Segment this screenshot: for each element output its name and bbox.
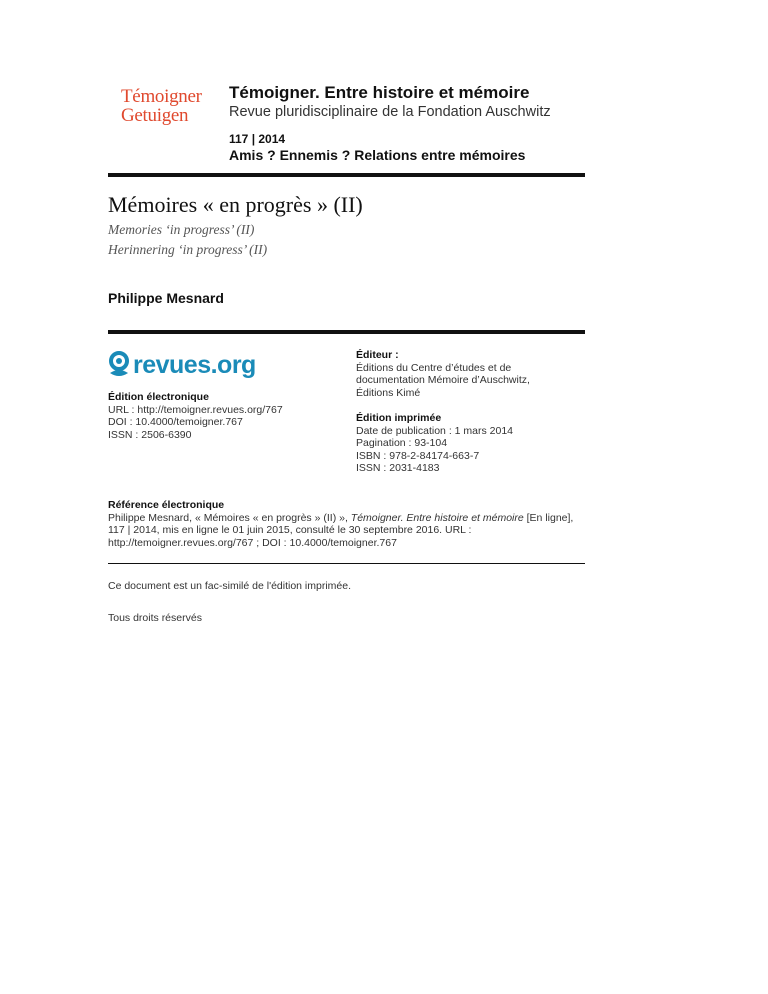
reference-text — [108, 512, 578, 550]
article-title-nl: Herinnering ‘in progress’ (II) — [108, 242, 268, 257]
publisher-line: Éditions du Centre d’études et de — [356, 361, 512, 374]
electronic-edition-label: Édition électronique — [108, 391, 209, 403]
publisher-line: Éditions Kimé — [356, 386, 421, 399]
journal-title: Témoigner. Entre histoire et mémoire — [229, 83, 530, 102]
journal-logo — [121, 87, 211, 125]
issue-number: 117 | 2014 — [229, 132, 286, 146]
journal-subtitle: Revue pluridisciplinaire de la Fondation Auschwitz — [229, 104, 551, 120]
publisher-line: documentation Mémoire d’Auschwitz, — [356, 374, 530, 386]
electronic-edition-block — [108, 391, 338, 441]
article-title-en: Memories ‘in progress’ (II) — [108, 222, 255, 237]
divider-bottom — [108, 563, 585, 564]
print-edition-label: Édition imprimée — [356, 412, 442, 424]
electronic-reference — [108, 499, 578, 549]
logo-line1: Témoigner — [121, 86, 202, 107]
reference-journal: Témoigner. Entre histoire et mémoire — [350, 511, 524, 524]
revues-wordmark: revues.org — [133, 350, 256, 379]
reference-label: Référence électronique — [108, 499, 225, 511]
print-issn: ISSN : 2031-4183 — [356, 462, 440, 474]
journal-header — [229, 82, 589, 164]
reference-part1: Philippe Mesnard, « Mémoires « en progrès » (II) », — [108, 511, 351, 524]
revues-flower-icon — [108, 351, 130, 379]
article-author: Philippe Mesnard — [108, 290, 224, 306]
publisher-label: Éditeur : — [356, 349, 399, 361]
electronic-edition-issn: ISSN : 2506-6390 — [108, 428, 192, 441]
publisher-block — [356, 349, 586, 399]
facsimile-note: Ce document est un fac-similé de l'édition imprimée. — [108, 580, 352, 592]
reference-part2: [En ligne], 117 | 2014, mis en ligne le 01 juin 2015, consulté le 30 septembre 2016. URL : http://temoigner.revues.org/767 ; DOI : 10.4000/temoigner.767 — [108, 511, 574, 549]
electronic-edition-url[interactable]: URL : http://temoigner.revues.org/767 — [108, 403, 283, 416]
article-title: Mémoires « en progrès » (II) — [108, 192, 363, 217]
isbn: ISBN : 978-2-84174-663-7 — [356, 449, 480, 462]
rights-note: Tous droits réservés — [108, 612, 202, 624]
electronic-edition-doi[interactable]: DOI : 10.4000/temoigner.767 — [108, 416, 243, 428]
divider-middle — [108, 330, 585, 334]
pagination: Pagination : 93-104 — [356, 437, 448, 449]
divider-top — [108, 173, 585, 177]
publication-date: Date de publication : 1 mars 2014 — [356, 424, 514, 437]
print-edition-block — [356, 412, 586, 475]
issue-title: Amis ? Ennemis ? Relations entre mémoires — [229, 147, 526, 163]
revues-logo[interactable] — [108, 349, 256, 381]
logo-line2: Getuigen — [121, 105, 189, 126]
